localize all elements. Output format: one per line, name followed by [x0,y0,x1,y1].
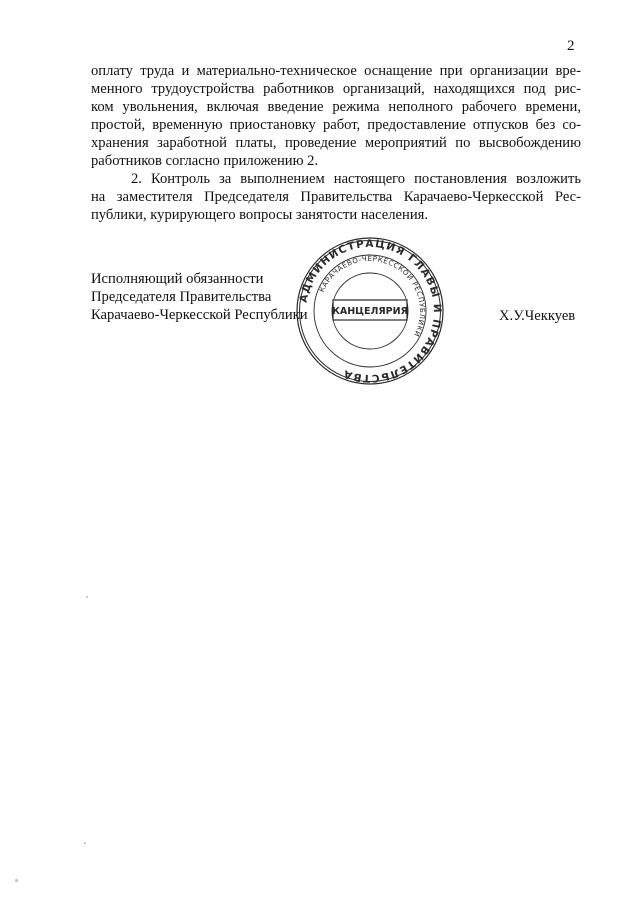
signature-title-line: Исполняющий обязанности [91,271,264,287]
text-line: 2. Контроль за выполнением настоящего постановления возложить [131,171,581,187]
scan-speck [15,879,18,882]
text-line: публики, курирующего вопросы занятости населения. [91,207,429,223]
text-line: на заместителя Председателя Правительства Карачаево-Черкесской Рес- [91,189,581,205]
seal-outer-text: АДМИНИСТРАЦИЯ ГЛАВЫ И ПРАВИТЕЛЬСТВА [297,237,444,385]
signature-title-line: Председателя Правительства [91,289,272,305]
text-line: простой, временную приостановку работ, предоставление отпусков без со- [91,117,581,133]
scan-speck [84,842,86,844]
signer-name: Х.У.Чеккуев [499,308,576,324]
text-line: менного трудоустройства работников организаций, находящихся под рис- [91,81,581,97]
seal-center-text: КАНЦЕЛЯРИЯ [332,306,408,317]
text-line: оплату труда и материально-техническое оснащение при организации вре- [91,63,581,79]
scan-speck [86,596,88,598]
page-number: 2 [567,38,575,54]
text-line: хранения заработной платы, проведение мероприятий по высвобождению [91,135,581,151]
signature-title-line: Карачаево-Черкесской Республики [91,307,308,323]
text-line: ком увольнения, включая введение режима неполного рабочего времени, [91,99,581,115]
seal-inner-text: КАРАЧАЕВО-ЧЕРКЕССКОЙ РЕСПУБЛИКИ [317,254,427,339]
text-line: работников согласно приложению 2. [91,153,319,169]
official-seal [295,236,445,386]
